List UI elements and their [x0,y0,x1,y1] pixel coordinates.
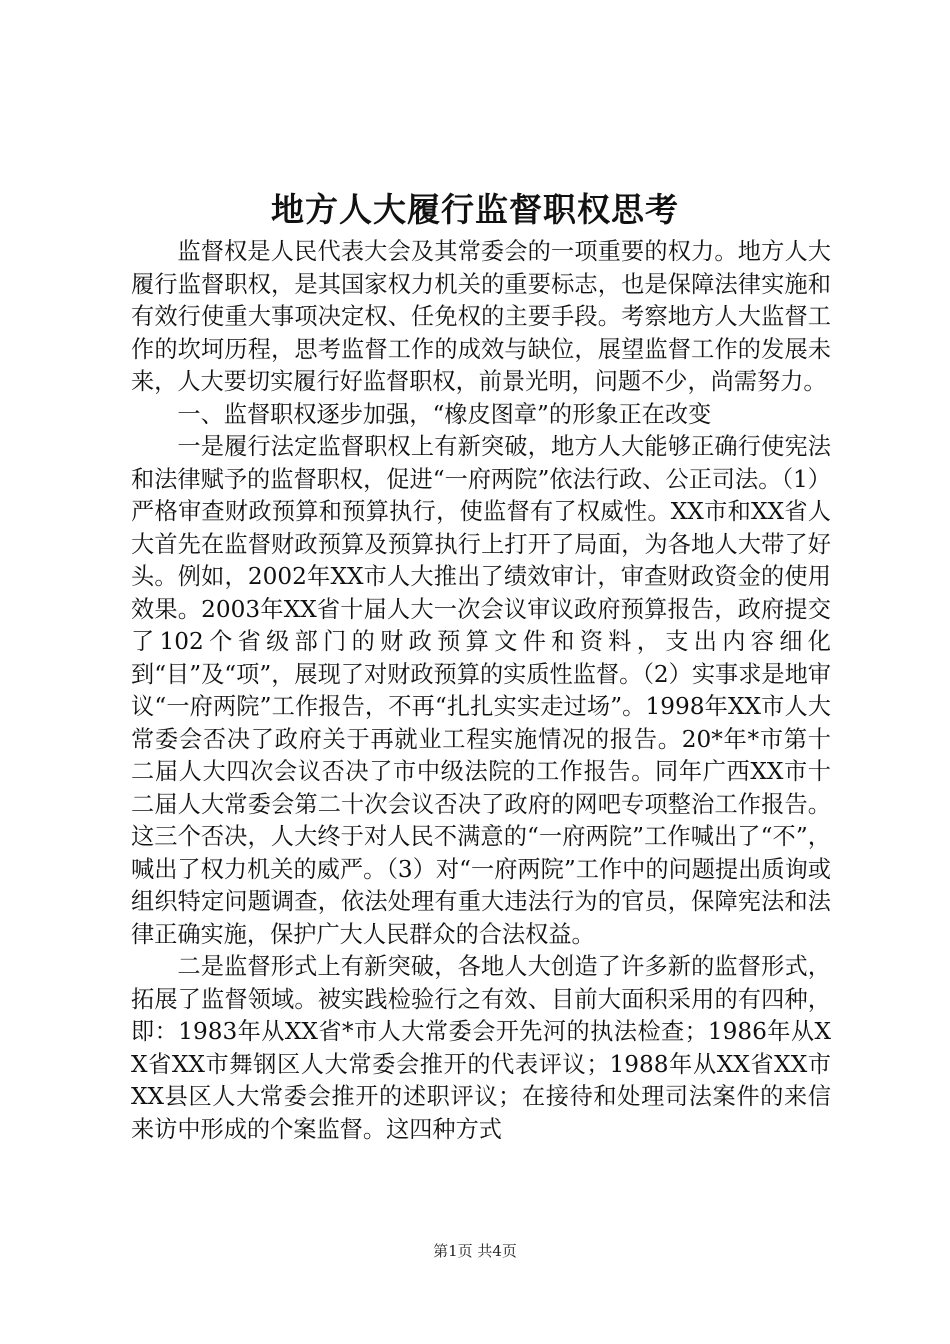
section-heading-1: 一、监督职权逐步加强，“橡皮图章”的形象正在改变 [177,400,712,428]
paragraph-first-point: 一是履行法定监督职权上有新突破，地方人大能够正确行使宪法和法律赋予的监督职权，促进“一府两院”依法行政、公正司法。（1）严格审查财政预算和预算执行，使监督有了权威性。XX市和XX省人大首先在监督财政预算及预算执行上打开了局面，为各地人大带了好头。例如，2002年XX市人大推出了绩效审计，审查财政资金的使用效果。2003年XX省十届人大一次会议审议政府预算报告，政府提交了102个省级部门的财政预算文件和资料，支出内容细化到“目”及“项”，展现了对财政预算的实质性监督。（2）实事求是地审议“一府两院”工作报告，不再“扎扎实实走过场”。1998年XX市人大常委会否决了政府关于再就业工程实施情况的报告。20*年*市第十二届人大四次会议否决了市中级法院的工作报告。同年广西XX市十二届人大常委会第二十次会议否决了政府的网吧专项整治工作报告。这三个否决，人大终于对人民不满意的“一府两院”工作喊出了“不”，喊出了权力机关的威严。（3）对“一府两院”工作中的问题提出质询或组织特定问题调查，依法处理有重大违法行为的官员，保障宪法和法律正确实施，保护广大人民群众的合法权益。 [131,433,831,948]
page-number-footer: 第1页 共4页 [433,1242,517,1260]
document-title: 地方人大履行监督职权思考 [271,190,679,229]
paragraph-second-point: 二是监督形式上有新突破，各地人大创造了许多新的监督形式，拓展了监督领域。被实践检验行之有效、目前大面积采用的有四种，即：1983年从XX省*市人大常委会开先河的执法检查；1986年从XX省XX市舞钢区人大常委会推开的代表评议；1988年从XX省XX市XX县区人大常委会推开的述职评议；在接待和处理司法案件的来信来访中形成的个案监督。这四种方式 [131,953,831,1143]
document-body [131,236,831,1146]
paragraph-intro: 监督权是人民代表大会及其常委会的一项重要的权力。地方人大履行监督职权，是其国家权力机关的重要标志，也是保障法律实施和有效行使重大事项决定权、任免权的主要手段。考察地方人大监督工作的坎坷历程，思考监督工作的成效与缺位，展望监督工作的发展未来，人大要切实履行好监督职权，前景光明，问题不少，尚需努力。 [131,238,831,395]
